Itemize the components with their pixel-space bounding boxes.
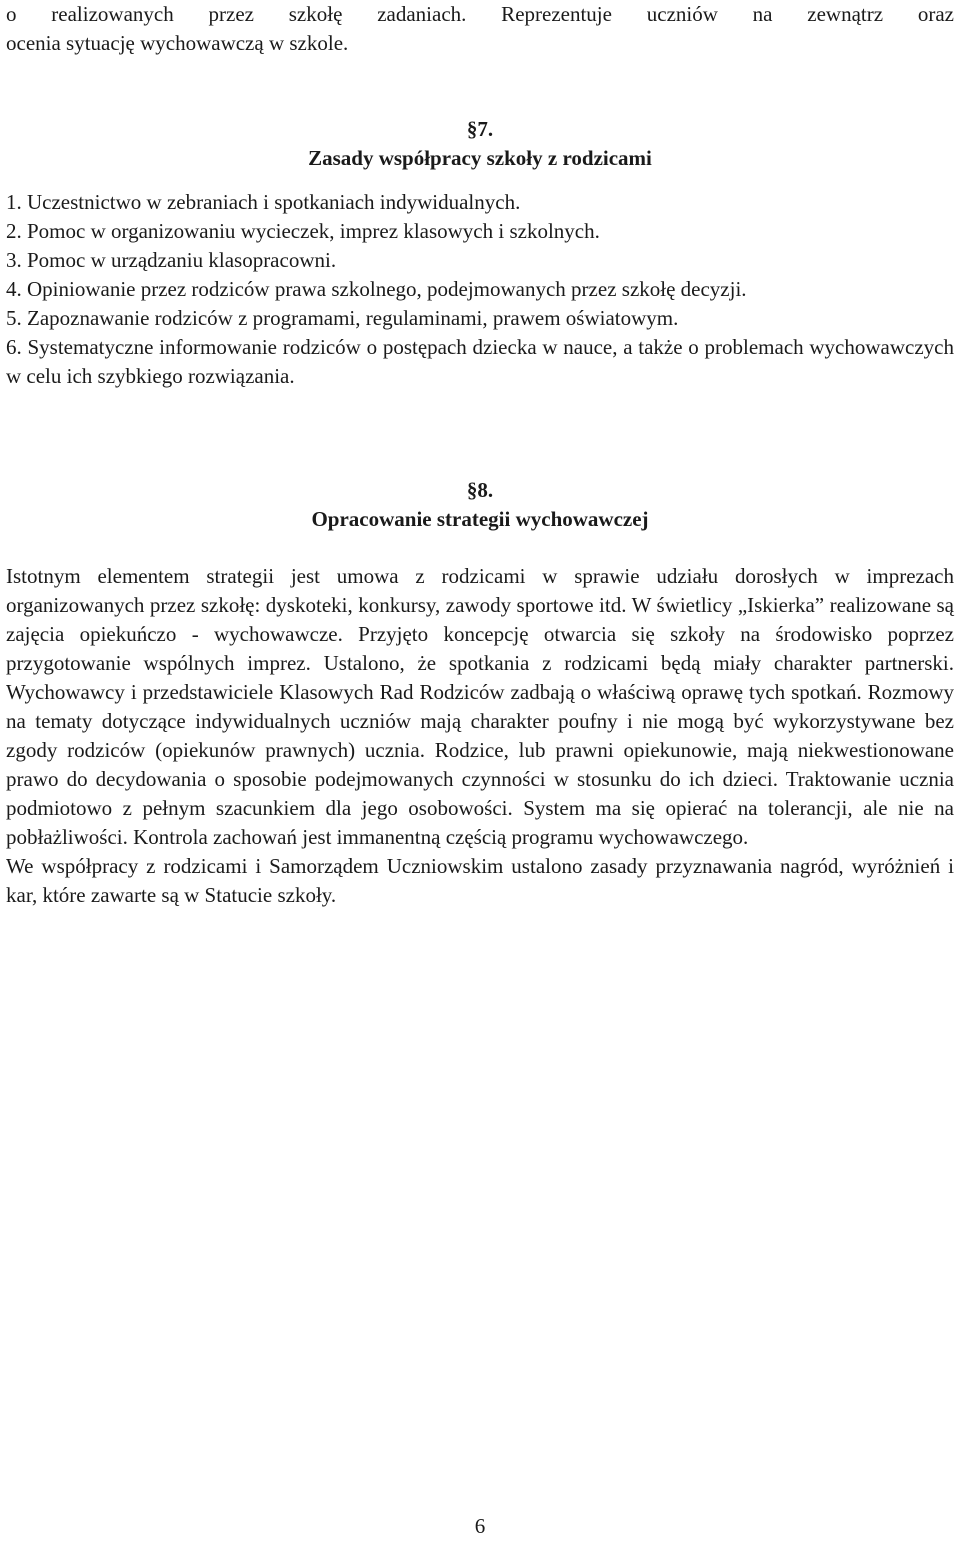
section-8-heading bbox=[6, 476, 954, 534]
page-number: 6 bbox=[474, 1514, 486, 1538]
intro-paragraph bbox=[6, 0, 954, 58]
section-7-title: Zasady współpracy szkoły z rodzicami bbox=[308, 146, 652, 170]
section-7-number: §7. bbox=[466, 117, 494, 141]
section-8-paragraph-2: We współpracy z rodzicami i Samorządem Uczniowskim ustalono zasady przyznawania nagród, wyróżnień i kar, które zawarte są w Statucie szkoły. bbox=[6, 854, 954, 907]
page-content bbox=[6, 0, 954, 910]
list-item: 4. Opiniowanie przez rodziców prawa szkolnego, podejmowanych przez szkołę decyzji. bbox=[6, 277, 747, 301]
intro-line-2: ocenia sytuację wychowawczą w szkole. bbox=[6, 31, 349, 55]
section-8-paragraph-1: Istotnym elementem strategii jest umowa z rodzicami w sprawie udziału dorosłych w imprezach organizowanych przez szkołę: dyskoteki, konkursy, zawody sportowe itd. W świetlicy „Iskierka” realizowane są zajęcia opiekuńczo - wychowawcze. Przyjęto koncepcję otwarcia się szkoły na środowisko poprzez przygotowanie wspólnych imprez. Ustalono, że spotkania z rodzicami będą miały charakter partnerski. Wychowawcy i przedstawiciele Klasowych Rad Rodziców zadbają o właściwą oprawę tych spotkań. Rozmowy na tematy dotyczące indywidualnych uczniów mają charakter poufny i nie mogą być wykorzystywane bez zgody rodziców (opiekunów prawnych) ucznia. Rodzice, lub prawni opiekunowie, mają niekwestionowane prawo do decydowania o sposobie podejmowanych czynności w stosunku do ich dzieci. Traktowanie ucznia podmiotowo z pełnym szacunkiem dla jego osobowości. System ma się opierać na tolerancji, ale nie na pobłażliwości. Kontrola zachowań jest immanentną częścią programu wychowawczego. bbox=[6, 564, 954, 849]
section-8-title: Opracowanie strategii wychowawczej bbox=[311, 507, 649, 531]
intro-line-1: o realizowanych przez szkołę zadaniach. Reprezentuje uczniów na zewnątrz oraz bbox=[6, 2, 954, 26]
list-item: 6. Systematyczne informowanie rodziców o postępach dziecka w nauce, a także o problemach wychowawczych w celu ich szybkiego rozwiązania. bbox=[6, 335, 954, 388]
list-item: 3. Pomoc w urządzaniu klasopracowni. bbox=[6, 248, 337, 272]
section-7-list bbox=[6, 188, 954, 391]
list-item: 2. Pomoc w organizowaniu wycieczek, imprez klasowych i szkolnych. bbox=[6, 219, 600, 243]
list-item: 1. Uczestnictwo w zebraniach i spotkaniach indywidualnych. bbox=[6, 190, 521, 214]
section-8-number: §8. bbox=[466, 478, 494, 502]
list-item: 5. Zapoznawanie rodziców z programami, regulaminami, prawem oświatowym. bbox=[6, 306, 679, 330]
section-7-heading bbox=[6, 115, 954, 173]
